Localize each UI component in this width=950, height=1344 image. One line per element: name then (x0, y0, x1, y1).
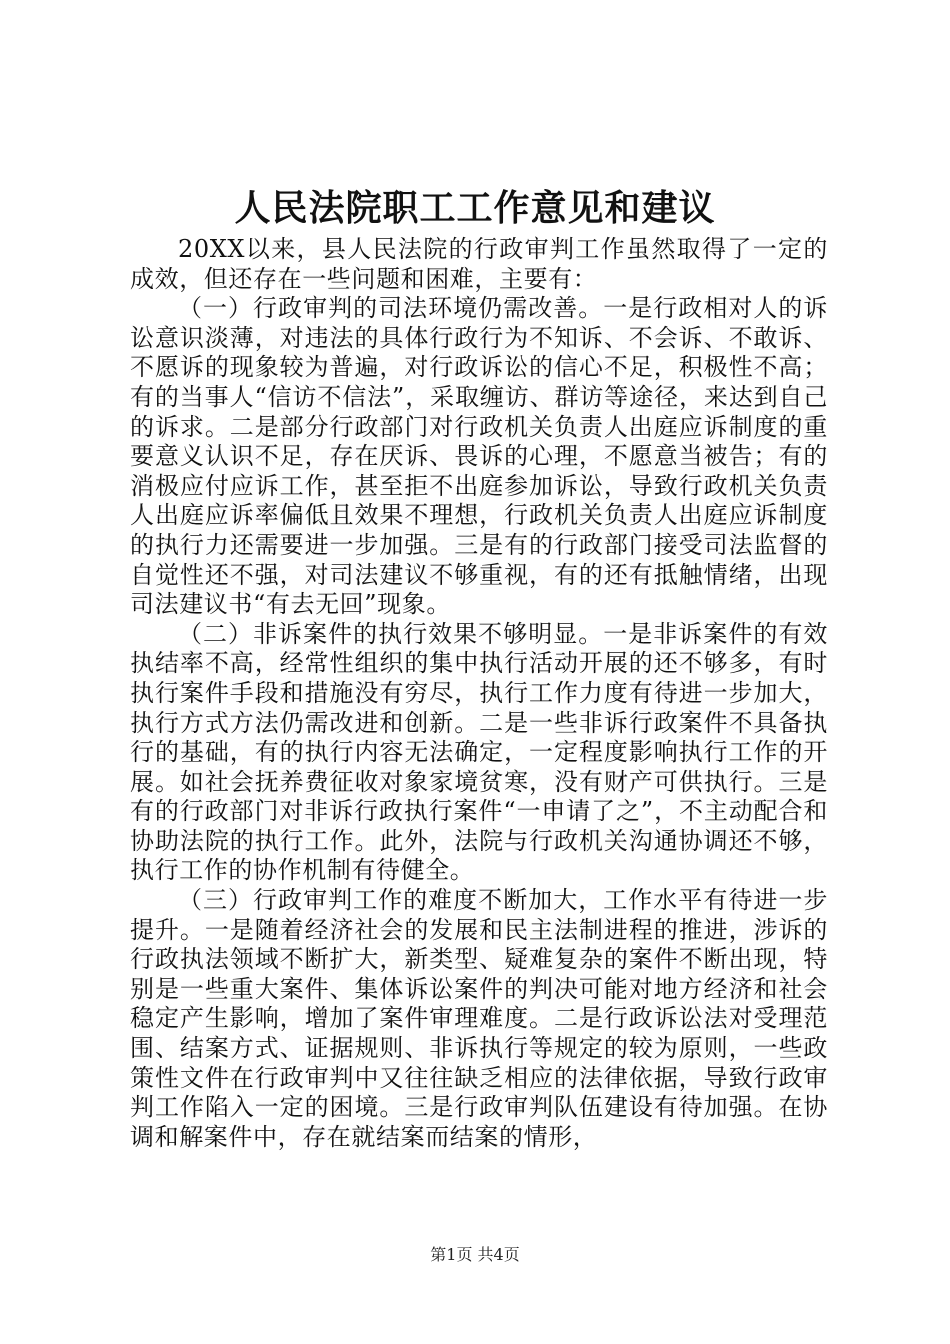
paragraph-section-2: （二）非诉案件的执行效果不够明显。一是非诉案件的有效执结率不高，经常性组织的集中执行活动开展的还不够多，有时执行案件手段和措施没有穷尽，执行工作力度有待进一步加大，执行方式方法仍需改进和创新。二是一些非诉行政案件不具备执行的基础，有的执行内容无法确定，一定程度影响执行工作的开展。如社会抚养费征收对象家境贫寒，没有财产可供执行。三是有的行政部门对非诉行政执行案件“一申请了之”，不主动配合和协助法院的执行工作。此外，法院与行政机关沟通协调还不够，执行工作的协作机制有待健全。 (130, 619, 828, 885)
paragraph-intro: 20XX以来，县人民法院的行政审判工作虽然取得了一定的成效，但还存在一些问题和困难，主要有： (130, 235, 828, 293)
page-number-footer: 第1页 共4页 (430, 1245, 520, 1264)
document-body (130, 235, 828, 1152)
document-title: 人民法院职工工作意见和建议 (234, 187, 716, 229)
paragraph-section-1: （一）行政审判的司法环境仍需改善。一是行政相对人的诉讼意识淡薄，对违法的具体行政行为不知诉、不会诉、不敢诉、不愿诉的现象较为普遍，对行政诉讼的信心不足，积极性不高；有的当事人“信访不信法”，采取缠访、群访等途径，来达到自己的诉求。二是部分行政部门对行政机关负责人出庭应诉制度的重要意义认识不足，存在厌诉、畏诉的心理，不愿意当被告；有的消极应付应诉工作，甚至拒不出庭参加诉讼，导致行政机关负责人出庭应诉率偏低且效果不理想，行政机关负责人出庭应诉制度的执行力还需要进一步加强。三是有的行政部门接受司法监督的自觉性还不强，对司法建议不够重视，有的还有抵触情绪，出现司法建议书“有去无回”现象。 (130, 294, 828, 619)
paragraph-section-3: （三）行政审判工作的难度不断加大，工作水平有待进一步提升。一是随着经济社会的发展和民主法制进程的推进，涉诉的行政执法领域不断扩大，新类型、疑难复杂的案件不断出现，特别是一些重大案件、集体诉讼案件的判决可能对地方经济和社会稳定产生影响，增加了案件审理难度。二是行政诉讼法对受理范围、结案方式、证据规则、非诉执行等规定的较为原则，一些政策性文件在行政审判中又往往缺乏相应的法律依据，导致行政审判工作陷入一定的困境。三是行政审判队伍建设有待加强。在协调和解案件中，存在就结案而结案的情形， (130, 886, 828, 1151)
